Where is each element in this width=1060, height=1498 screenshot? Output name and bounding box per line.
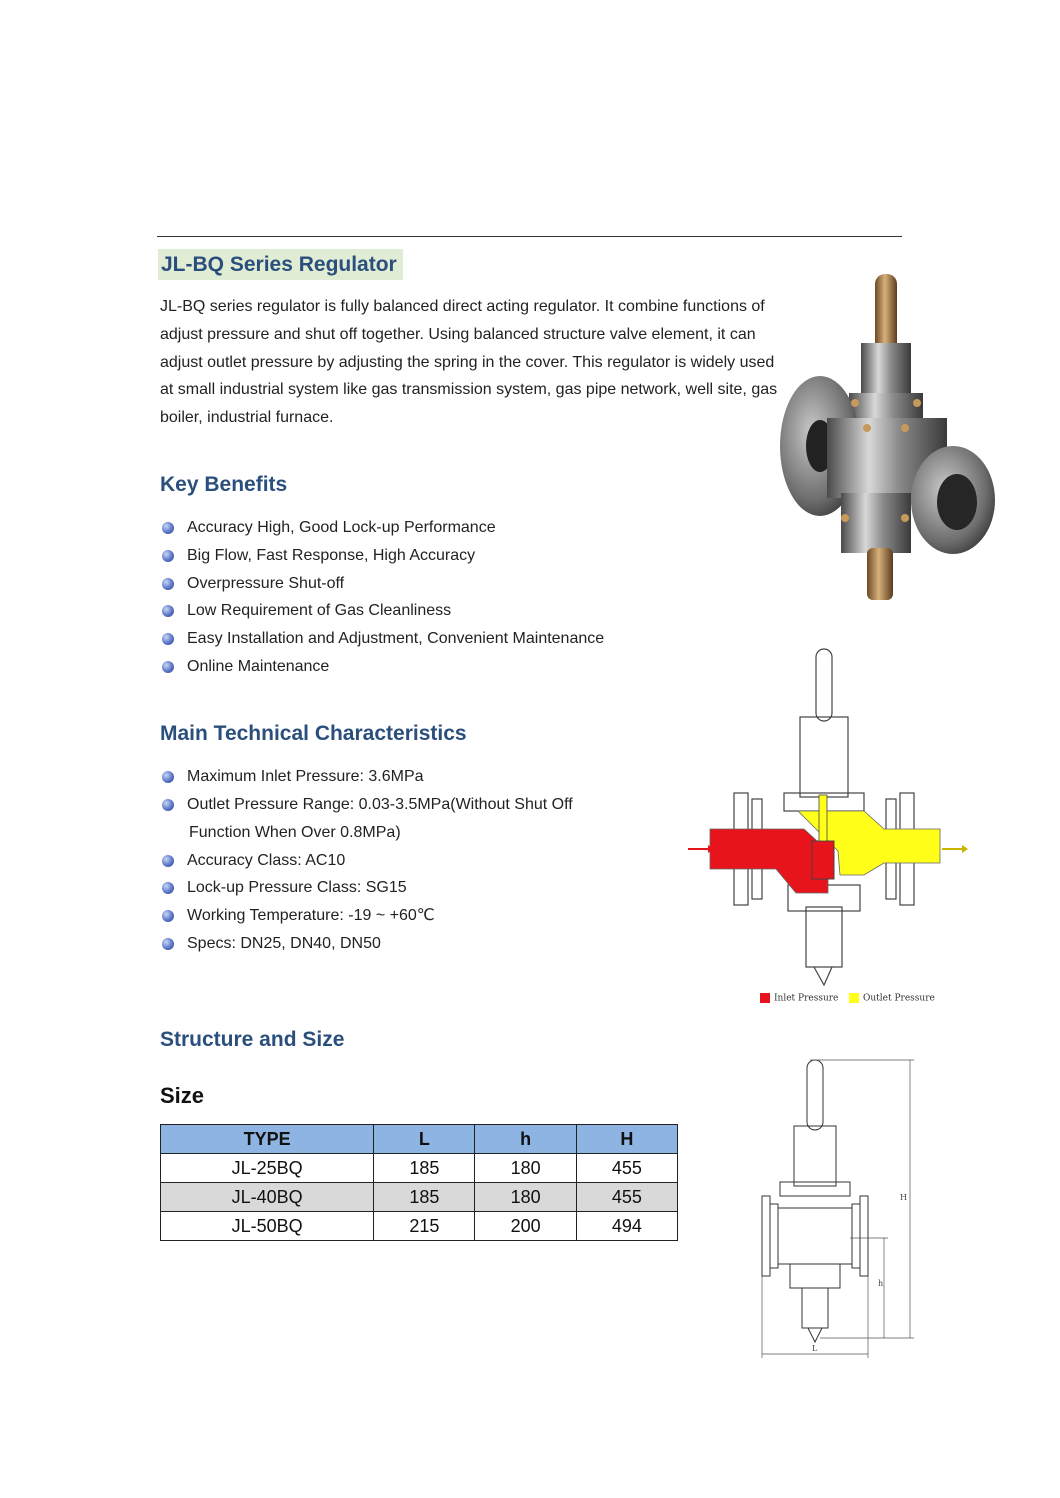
cell: 200	[475, 1212, 576, 1241]
list-item: Overpressure Shut-off	[160, 570, 604, 598]
cell: 455	[576, 1154, 677, 1183]
technical-list	[160, 763, 573, 958]
bullet-icon	[162, 771, 174, 783]
cell: 180	[475, 1154, 576, 1183]
outlet-swatch	[849, 993, 859, 1003]
label-length: L	[812, 1344, 818, 1353]
bullet-icon	[162, 855, 174, 867]
cross-section-diagram	[688, 645, 968, 990]
regulator-product-image	[775, 268, 1000, 610]
table-row	[161, 1212, 678, 1241]
top-divider	[157, 236, 902, 237]
table-row	[161, 1154, 678, 1183]
label-height-small: h	[878, 1279, 884, 1288]
bullet-icon	[162, 578, 174, 590]
bullet-icon	[162, 661, 174, 673]
cell: JL-50BQ	[161, 1212, 374, 1241]
dimension-drawing	[750, 1058, 920, 1368]
intro-paragraph: JL-BQ series regulator is fully balanced direct acting regulator. It combine functions of adjust pressure and shut off together. Using balanced structure valve element, it can adjust outlet pressure by adjusting the spring in the cover. This regulator is widely used at small industrial system like gas transmission system, gas pipe network, well site, gas boiler, industrial furnace.	[160, 298, 778, 427]
technical-heading: Main Technical Characteristics	[160, 722, 467, 745]
list-item: Outlet Pressure Range: 0.03-3.5MPa(Without Shut Off	[160, 791, 573, 819]
size-table	[160, 1124, 678, 1241]
list-item: Lock-up Pressure Class: SG15	[160, 874, 573, 902]
key-benefits-heading: Key Benefits	[160, 473, 288, 496]
list-item-continuation: Function When Over 0.8MPa)	[189, 823, 401, 841]
legend-outlet: Outlet Pressure	[849, 993, 935, 1004]
key-benefits-list	[160, 514, 604, 681]
list-item: Accuracy Class: AC10	[160, 847, 573, 875]
bullet-icon	[162, 799, 174, 811]
list-item: Easy Installation and Adjustment, Convenient Maintenance	[160, 625, 604, 653]
bullet-icon	[162, 633, 174, 645]
bullet-icon	[162, 882, 174, 894]
bullet-icon	[162, 910, 174, 922]
cell: 185	[374, 1183, 475, 1212]
structure-heading: Structure and Size	[160, 1028, 345, 1051]
inlet-swatch	[760, 993, 770, 1003]
list-item: Big Flow, Fast Response, High Accuracy	[160, 542, 604, 570]
cell: JL-25BQ	[161, 1154, 374, 1183]
list-item: Online Maintenance	[160, 653, 604, 681]
label-height-large: H	[900, 1193, 907, 1202]
bullet-icon	[162, 550, 174, 562]
cell: 215	[374, 1212, 475, 1241]
table-row	[161, 1183, 678, 1212]
bullet-icon	[162, 605, 174, 617]
size-heading: Size	[160, 1083, 205, 1108]
list-item: Accuracy High, Good Lock-up Performance	[160, 514, 604, 542]
page-title: JL-BQ Series Regulator	[158, 249, 403, 280]
cell: 185	[374, 1154, 475, 1183]
header-h-large: H	[576, 1125, 677, 1154]
list-item: Maximum Inlet Pressure: 3.6MPa	[160, 763, 573, 791]
list-item: Working Temperature: -19 ~ +60℃	[160, 902, 573, 930]
table-header-row	[161, 1125, 678, 1154]
cell: 494	[576, 1212, 677, 1241]
bullet-icon	[162, 522, 174, 534]
cell: 180	[475, 1183, 576, 1212]
header-l: L	[374, 1125, 475, 1154]
header-type: TYPE	[161, 1125, 374, 1154]
list-item: Specs: DN25, DN40, DN50	[160, 930, 573, 958]
list-item: Low Requirement of Gas Cleanliness	[160, 597, 604, 625]
bullet-icon	[162, 938, 174, 950]
cell: JL-40BQ	[161, 1183, 374, 1212]
legend-inlet: Inlet Pressure	[760, 993, 838, 1004]
header-h-small: h	[475, 1125, 576, 1154]
cell: 455	[576, 1183, 677, 1212]
